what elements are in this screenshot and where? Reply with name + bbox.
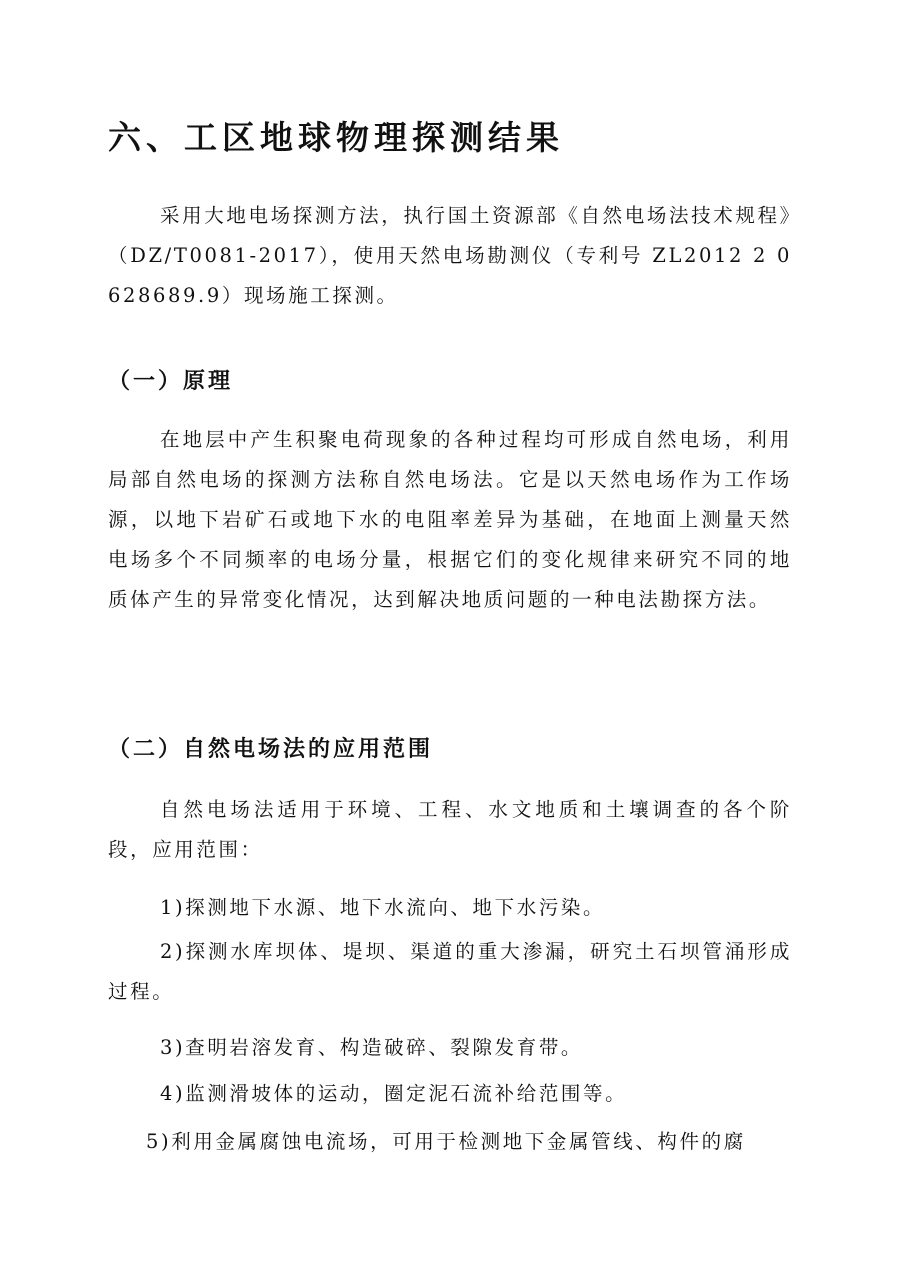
- section-heading-application: （二）自然电场法的应用范围: [108, 737, 434, 762]
- list-item: 1)探测地下水源、地下水流向、地下水污染。: [160, 896, 606, 919]
- principle-paragraph: 在地层中产生积聚电荷现象的各种过程均可形成自然电场，利用局部自然电场的探测方法称自然电场法。它是以天然电场作为工作场源，以地下岩矿石或地下水的电阻率差异为基础，在地面上测量天然电场多个不同频率的电场分量，根据它们的变化规律来研究不同的地质体产生的异常变化情况，达到解决地质问题的一种电法勘探方法。: [108, 428, 792, 611]
- list-item: 2)探测水库坝体、堤坝、渠道的重大渗漏，研究土石坝管涌形成过程。: [108, 940, 792, 1003]
- application-paragraph: 自然电场法适用于环境、工程、水文地质和土壤调查的各个阶段，应用范围：: [108, 798, 792, 861]
- page-title: 六、工区地球物理探测结果: [108, 118, 564, 157]
- list-item: 4)监测滑坡体的运动，圈定泥石流补给范围等。: [160, 1082, 628, 1105]
- list-item: 3)查明岩溶发育、构造破碎、裂隙发育带。: [160, 1036, 584, 1059]
- intro-paragraph: 采用大地电场探测方法，执行国土资源部《自然电场法技术规程》（DZ/T0081-2017），使用天然电场勘测仪（专利号 ZL2012 2 0628689.9）现场施工探测。: [108, 204, 792, 307]
- list-item: 5)利用金属腐蚀电流场，可用于检测地下金属管线、构件的腐: [146, 1130, 746, 1153]
- section-heading-principle: （一）原理: [108, 369, 234, 394]
